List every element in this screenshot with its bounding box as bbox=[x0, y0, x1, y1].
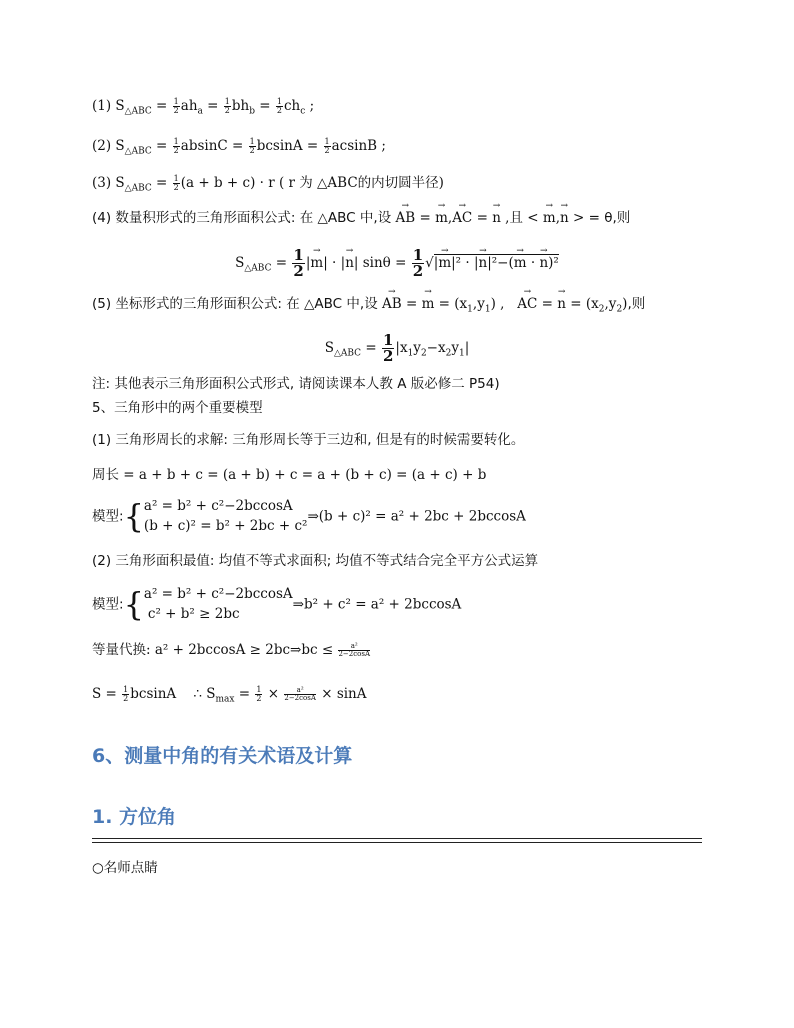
formula-coordinate: $S_{\triangle ABC}$ = $\frac{1}{2}$ $|x_1y_2-x_2y_1|$ bbox=[324, 331, 470, 365]
tips-bullet: ○名师点睛 bbox=[92, 860, 158, 876]
formula-area-4-intro: (4) 数量积形式的三角形面积公式: 在 △ABC 中,设 → AB = → m,→ AC = → n ,且 < → m,→ n > = θ,则 bbox=[92, 210, 630, 226]
perimeter-equation: 周长 = a + b + c = (a + b) + c = a + (b + c) = (a + c) + b bbox=[92, 467, 487, 483]
fraction-a2-over-cos: $\frac{\text{a²}}{2-2\cos A}$ bbox=[338, 641, 371, 658]
heading-section-6: 6、测量中角的有关术语及计算 bbox=[92, 745, 353, 767]
label-3: (3) bbox=[92, 175, 116, 191]
s-max-formula: S = $\frac{1}{2}$ bcsinA ∴ $S_{max}$ = $\frac{1}{2}$ × $\frac{\text{a²}}{2-2\cos A}$ × sinA bbox=[92, 685, 367, 705]
left-brace: { bbox=[123, 497, 144, 536]
label-2: (2) bbox=[92, 138, 116, 154]
inradius-text: (a + b + c) · r ( r 为 △ABC的内切圆半径) bbox=[180, 175, 444, 191]
section-5-title: 5、三角形中的两个重要模型 bbox=[92, 400, 263, 416]
model-1-system bbox=[144, 497, 308, 536]
formula-dot-product: $S_{\triangle ABC}$ = $\frac{1}{2}$ |→ m| · |→ n| sinθ = $\frac{1}{2}$ √|→ m|² · |→ n|²−(→ m · → n)² bbox=[0, 248, 794, 279]
divider-thick bbox=[92, 838, 702, 839]
sin-a-tail: × sinA bbox=[316, 686, 367, 702]
divider-thin bbox=[92, 842, 702, 843]
model-1-result: ⇒(b + c)² = a² + 2bc + 2bccosA bbox=[307, 508, 526, 525]
formula-area-1: (1) $S_{\triangle ABC}$ = $\frac{1}{2}$ $ah_a$ = $\frac{1}{2}$ $bh_b$ = $\frac{1}{2}$ $ch_c$ ; bbox=[92, 97, 315, 117]
model-1-row-1: a² = b² + c²−2bccosA bbox=[143, 498, 293, 514]
formula-area-5-intro: (5) 坐标形式的三角形面积公式: 在 △ABC 中,设 → AB = → $m = (x_1,y_1)$ , → AC = → $n = (x_2,y_2)$,则 bbox=[92, 296, 645, 315]
label-1: (1) bbox=[92, 98, 116, 114]
dot-product-tail: = θ,则 bbox=[584, 210, 631, 226]
formula-area-3: (3) $S_{\triangle ABC}$ = $\frac{1}{2}$ (a + b + c) · r ( r 为 △ABC的内切圆半径) bbox=[92, 174, 444, 194]
therefore-s: ∴ S bbox=[193, 686, 216, 702]
model-1 bbox=[92, 497, 526, 536]
coordinate-tail: ,则 bbox=[627, 296, 646, 312]
equal-substitution bbox=[92, 642, 371, 658]
heading-azimuth: 1. 方位角 bbox=[92, 806, 177, 828]
model-2-row-1: a² = b² + c²−2bccosA bbox=[143, 586, 293, 602]
s-expression: bcsinA bbox=[130, 686, 177, 702]
model-2-label: 模型: bbox=[92, 596, 124, 613]
coordinate-intro: (5) 坐标形式的三角形面积公式: 在 △ABC 中,设 bbox=[92, 296, 382, 312]
equal-substitution-text: 等量代换: a² + 2bccosA ≥ 2bc⇒bc ≤ bbox=[92, 642, 338, 658]
model-2-result: ⇒b² + c² = a² + 2bccosA bbox=[292, 596, 462, 613]
model-2 bbox=[92, 585, 461, 624]
left-brace: { bbox=[123, 585, 144, 624]
model-2-system bbox=[144, 585, 293, 624]
formula-area-2: (2) $S_{\triangle ABC}$ = $\frac{1}{2}$ absinC = $\frac{1}{2}$ bcsinA = $\frac{1}{2}$ acsinB ; bbox=[92, 137, 386, 157]
perimeter-title: (1) 三角形周长的求解: 三角形周长等于三边和, 但是有的时候需要转化。 bbox=[92, 432, 525, 448]
model-1-label: 模型: bbox=[92, 508, 124, 525]
area-max-title: (2) 三角形面积最值: 均值不等式求面积; 均值不等式结合完全平方公式运算 bbox=[92, 553, 539, 569]
dot-product-intro: (4) 数量积形式的三角形面积公式: 在 △ABC 中,设 bbox=[92, 210, 396, 226]
note-text: 注: 其他表示三角形面积公式形式, 请阅读课本人教 A 版必修二 P54) bbox=[92, 376, 500, 392]
model-2-row-2: c² + b² ≥ 2bc bbox=[147, 605, 240, 622]
model-1-row-2: (b + c)² = b² + 2bc + c² bbox=[143, 517, 308, 534]
max-subscript: max bbox=[215, 694, 235, 705]
